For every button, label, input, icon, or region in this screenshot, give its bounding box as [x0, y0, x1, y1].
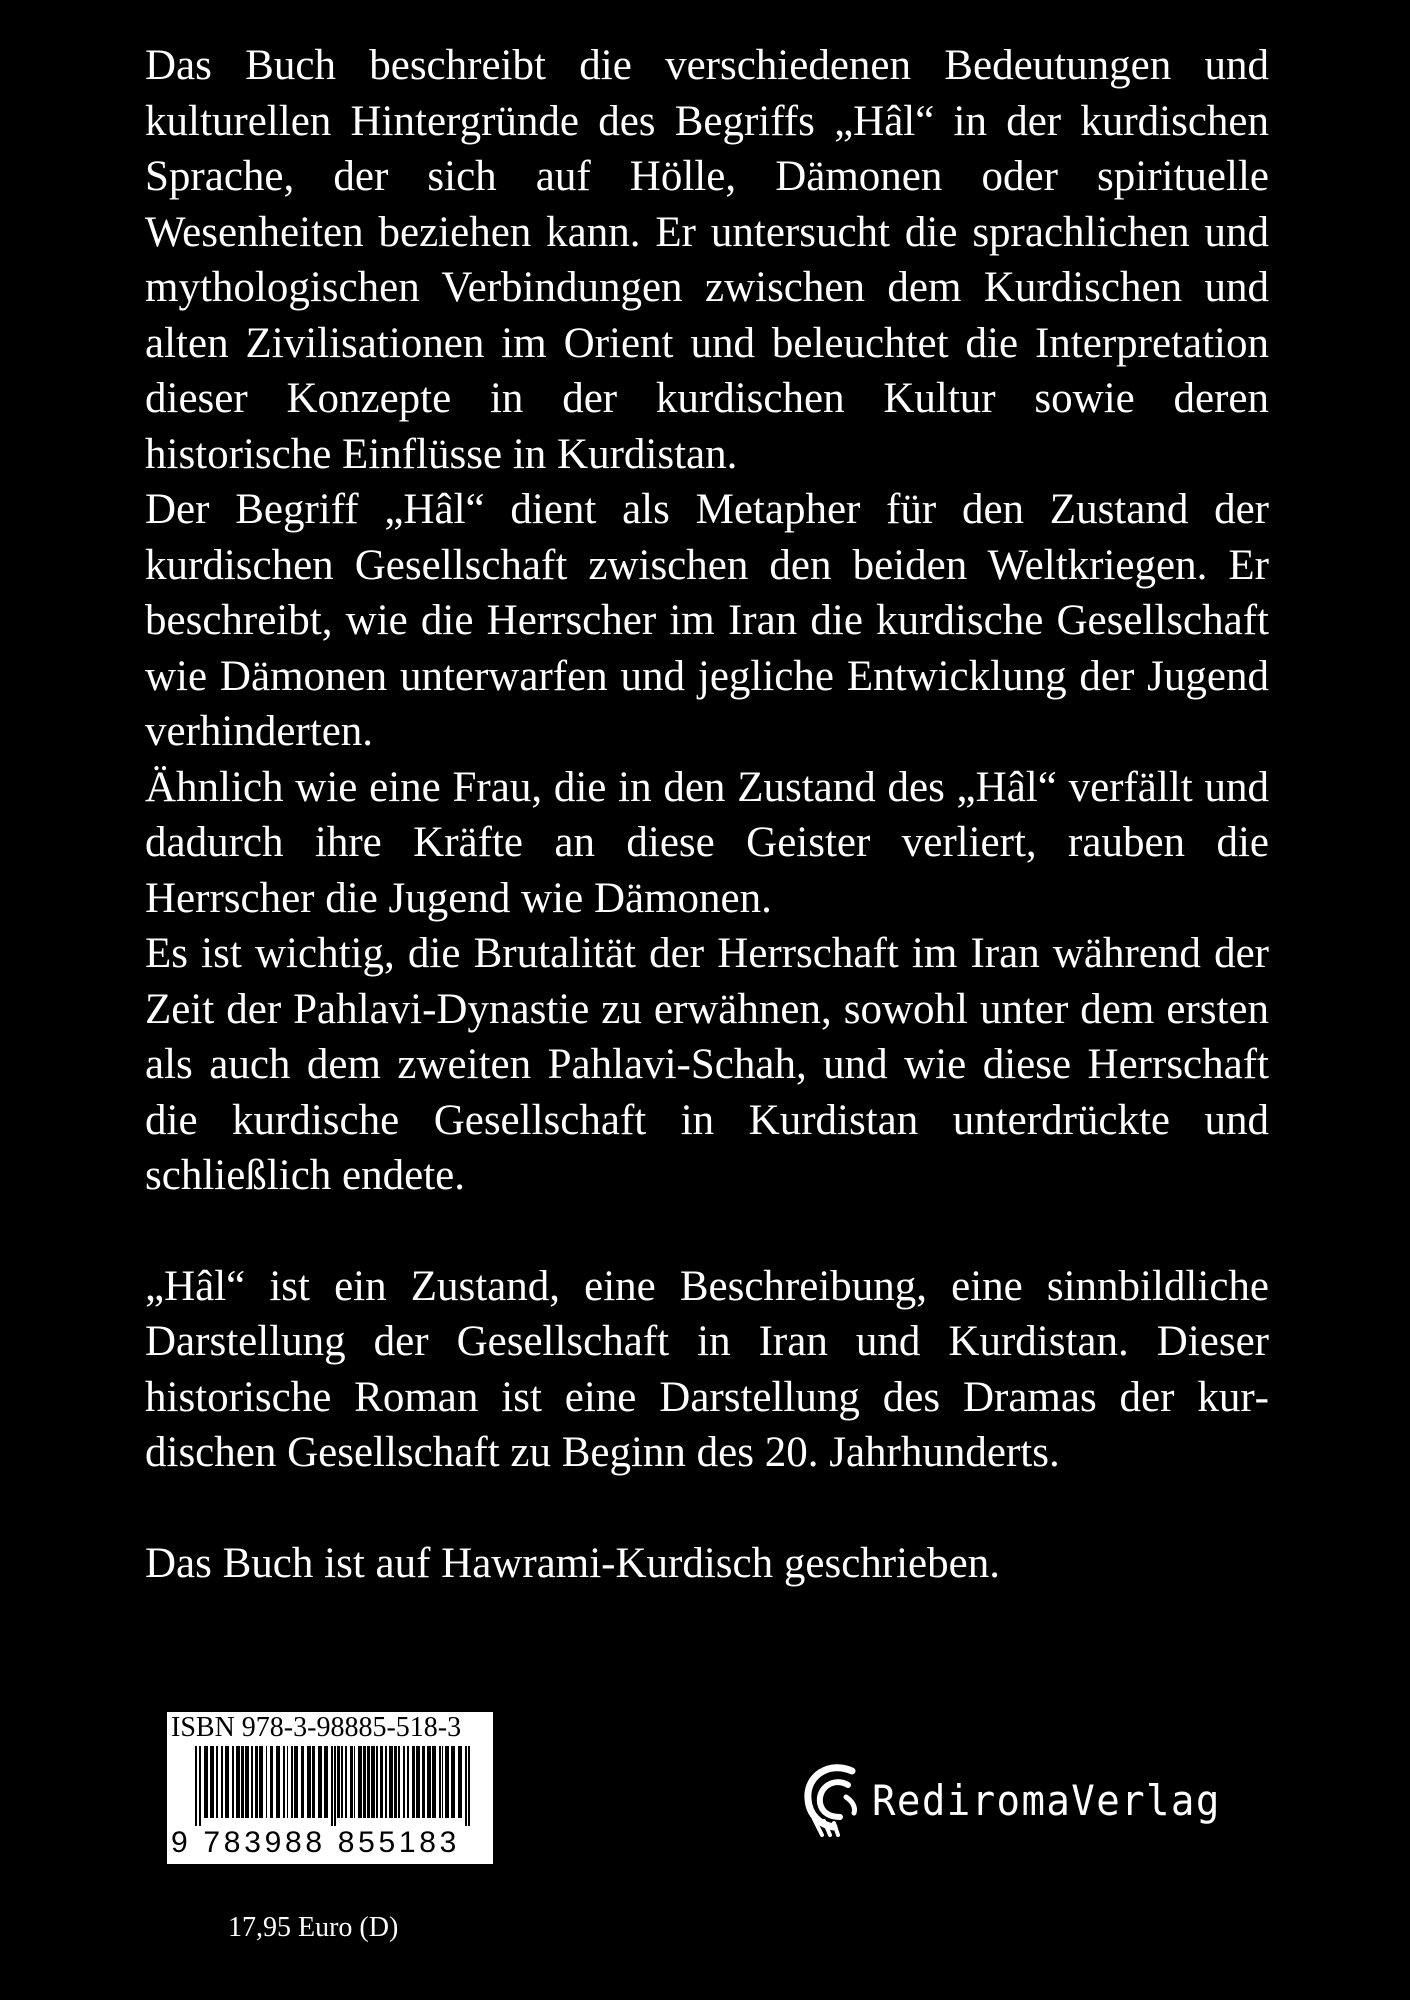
- barcode-bar: [232, 1746, 234, 1818]
- back-cover-blurb: [145, 38, 1269, 1591]
- barcode-bar: [367, 1746, 370, 1818]
- blurb-paragraph-4: Es ist wichtig, die Brutalität der Herrschaft im Iran während der Zeit der Pahlavi-Dynastie zu erwähnen, sowohl unter dem ersten als auch dem zweiten Pahlavi-Schah, und wie diese Herrschaft die kurdische Gesellschaft in Kurdistan unterdrückte und schließlich endete.: [145, 930, 1269, 1199]
- barcode-bar: [468, 1746, 470, 1826]
- barcode-bar: [204, 1746, 208, 1818]
- publisher-logo: [800, 1760, 1247, 1840]
- barcode-bar: [307, 1746, 311, 1818]
- barcode-bar: [195, 1746, 197, 1826]
- barcode-bar: [301, 1746, 304, 1818]
- barcode-bar: [371, 1746, 375, 1818]
- barcode-bar: [291, 1746, 293, 1818]
- rediroma-swirl-icon: [800, 1761, 862, 1839]
- barcode-bar: [358, 1746, 362, 1818]
- barcode-bar: [341, 1746, 343, 1818]
- barcode-bar: [398, 1746, 400, 1818]
- barcode-bar: [210, 1746, 214, 1818]
- publisher-name: RediromaVerlag: [872, 1775, 1221, 1825]
- barcode-bar: [394, 1746, 397, 1818]
- barcode-bar: [225, 1746, 229, 1818]
- barcode-bar: [416, 1746, 420, 1818]
- barcode-bar: [318, 1746, 322, 1818]
- barcode-bar: [439, 1746, 441, 1818]
- barcode-bar: [403, 1746, 405, 1818]
- barcode-bar: [259, 1746, 263, 1818]
- barcode-bar: [389, 1746, 393, 1818]
- blurb-paragraph-2: Der Begriff „Hâl“ dient als Metapher für den Zustand der kurdischen Gesellschaft zwischen den beiden Weltkriegen. Er beschreibt, wie die Herrscher im Iran die kurdische Gesellschaft wie Dämonen unterwarfen und jegliche Entwicklung der Jugend verhinderten.: [145, 486, 1269, 755]
- barcode-bar: [251, 1746, 253, 1818]
- barcode-bar: [432, 1746, 436, 1818]
- barcode-bar: [376, 1746, 378, 1818]
- barcode-bar: [294, 1746, 298, 1818]
- barcode-bar: [221, 1746, 223, 1818]
- barcode-bar: [199, 1746, 201, 1826]
- barcode-icon: [169, 1746, 491, 1826]
- barcode-bar: [442, 1746, 443, 1818]
- barcode-bar: [331, 1746, 333, 1826]
- barcode-bar: [334, 1746, 336, 1826]
- isbn-label: ISBN 978-3-98885-518-3: [171, 1712, 462, 1743]
- ean-digits: 9 783988 855183 >: [171, 1826, 461, 1895]
- barcode-bar: [255, 1746, 258, 1818]
- barcode-bar: [350, 1746, 353, 1818]
- isbn-barcode-block: [167, 1712, 493, 1895]
- barcode-bar: [465, 1746, 467, 1826]
- blurb-paragraph-3: Ähnlich wie eine Frau, die in den Zustand des „Hâl“ verfällt und dadurch ihre Kräfte an diese Geister verliert, rauben die Herrscher die Jugend wie Dämonen.: [145, 763, 1269, 922]
- barcode-bar: [324, 1746, 328, 1818]
- barcode-bar: [345, 1746, 347, 1818]
- barcode-bar: [354, 1746, 355, 1818]
- barcode-bar: [236, 1746, 240, 1818]
- barcode-bar: [270, 1746, 273, 1818]
- barcode-bar: [422, 1746, 425, 1818]
- barcode-bar: [216, 1746, 218, 1818]
- barcode-bar: [245, 1746, 249, 1818]
- barcode-bar: [407, 1746, 409, 1818]
- barcode-bar: [241, 1746, 244, 1818]
- barcode-bar: [385, 1746, 387, 1818]
- barcode-bar: [287, 1746, 288, 1818]
- barcode-bar: [412, 1746, 415, 1818]
- barcode-bar: [363, 1746, 366, 1818]
- blurb-paragraph-6: Das Buch ist auf Hawrami-Kurdisch geschrieben.: [145, 1539, 1000, 1587]
- price-label: 17,95 Euro (D): [228, 1912, 399, 1943]
- barcode-bar: [427, 1746, 431, 1818]
- barcode-bar: [283, 1746, 285, 1818]
- barcode-bar: [266, 1746, 267, 1818]
- barcode-bar: [451, 1746, 455, 1818]
- barcode-bar: [276, 1746, 280, 1818]
- blurb-paragraph-1: Das Buch beschreibt die verschiedenen Bedeutungen und kulturellen Hintergründe des Begriffs „Hâl“ in der kurdischen Sprache, der sich auf Hölle, Dämonen oder spirituelle Wesenheiten beziehen kann. Er untersucht die sprachlichen und mythologischen Verbindungen zwischen dem Kurdischen und alten Zivilisationen im Orient und beleuchtet die Interpretation dieser Konzepte in der kurdischen Kultur sowie deren historische Einflüsse in Kurdistan.: [145, 42, 1269, 478]
- barcode-bar: [380, 1746, 383, 1818]
- barcode-bar: [337, 1746, 340, 1818]
- barcode-bar: [445, 1746, 449, 1818]
- blurb-paragraph-5: „Hâl“ ist ein Zustand, eine Beschreibung, eine sinnbildliche Darstellung der Gesellschaft in Iran und Kurdistan. Dieser historische Roman ist eine Darstellung des Dramas der kurdischen Gesellschaft zu Beginn des 20. Jahrhunderts.: [145, 1262, 1269, 1476]
- barcode-bar: [312, 1746, 315, 1818]
- barcode-bar: [458, 1746, 462, 1818]
